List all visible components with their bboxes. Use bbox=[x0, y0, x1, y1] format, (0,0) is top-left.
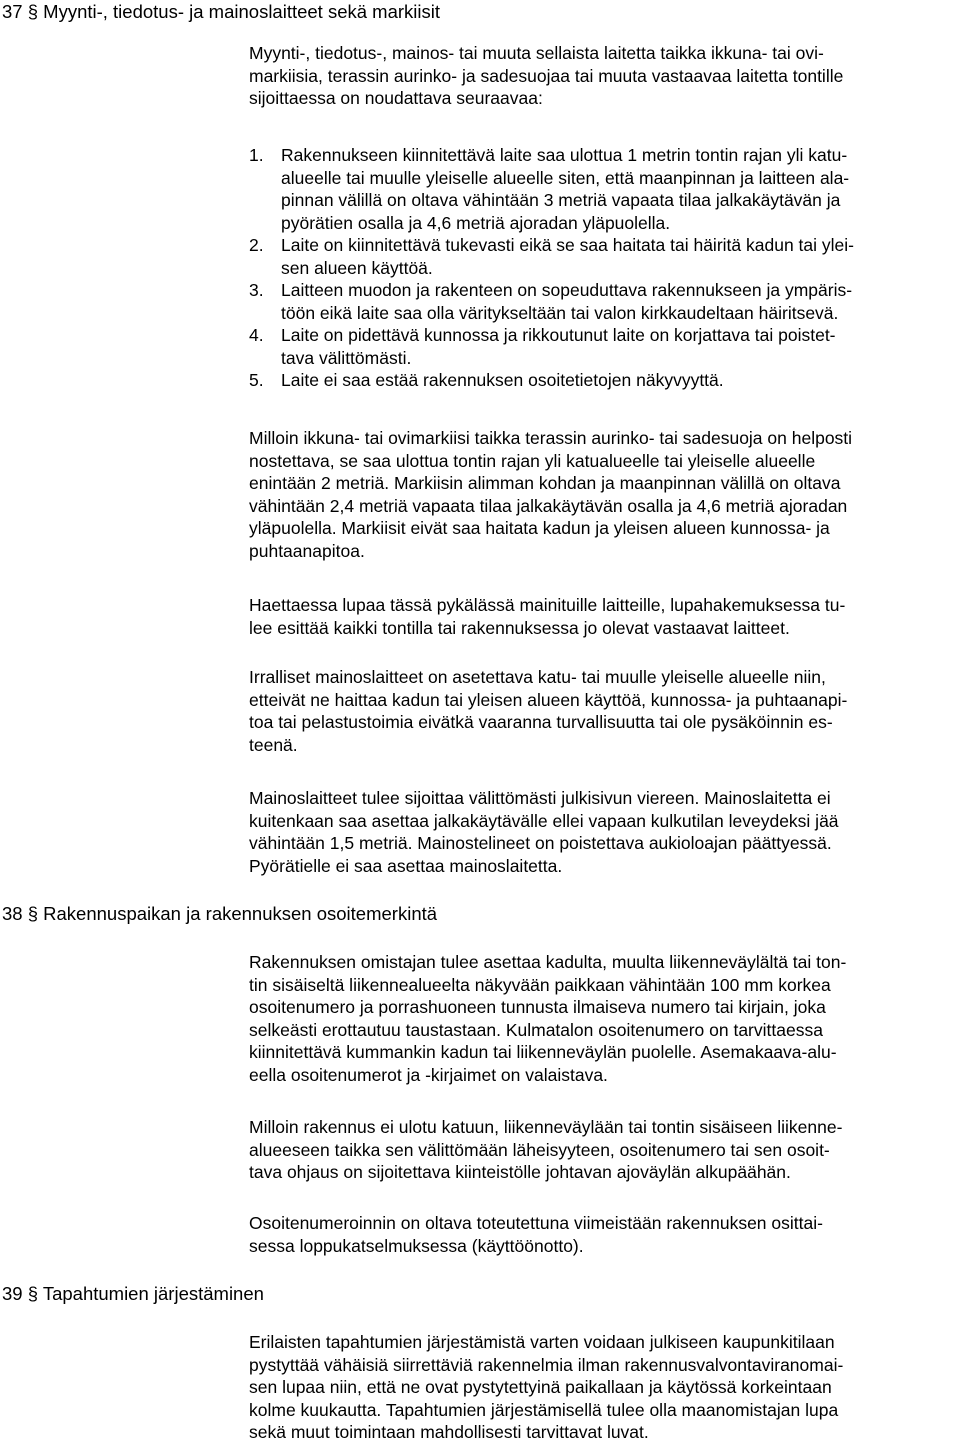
text-line: Rakennuksen omistajan tulee asettaa kadulta, muulta liikenneväylältä tai ton- bbox=[249, 952, 847, 972]
list-number: 2. bbox=[249, 235, 264, 255]
text-line: Laite ei saa estää rakennuksen osoitetietojen näkyvyyttä. bbox=[281, 370, 724, 390]
section-title: Rakennuspaikan ja rakennuksen osoitemerkintä bbox=[43, 903, 438, 924]
text-line: kiinnitettävä kummankin kadun tai liikenneväylän puolelle. Asemakaava-alu- bbox=[249, 1042, 837, 1062]
section-number: 38 bbox=[2, 903, 23, 924]
text-line: vähintään 2,4 metriä vapaata tilaa jalkakäytävän osalla ja 4,6 metriä ajoradan bbox=[249, 495, 848, 516]
section-symbol: § bbox=[27, 1, 39, 22]
list-number: 3. bbox=[249, 280, 264, 300]
list-item bbox=[249, 144, 959, 234]
s38-paragraph-2 bbox=[249, 1116, 959, 1184]
text-line: Myynti-, tiedotus-, mainos- tai muuta sellaista laitetta taikka ikkuna- tai ovi- bbox=[249, 43, 824, 63]
text-line: alueeseen taikka sen välittömään läheisyyteen, osoitenumero tai sen osoit- bbox=[249, 1139, 830, 1160]
text-line: Irralliset mainoslaitteet on asetettava katu- tai muulle yleiselle alueelle niin, bbox=[249, 667, 826, 687]
section-title: Tapahtumien järjestäminen bbox=[42, 1283, 264, 1304]
section-37-heading bbox=[2, 1, 440, 23]
text-line: Laite on pidettävä kunnossa ja rikkoutunut laite on korjattava tai poistet- bbox=[281, 325, 836, 345]
text-line: selkeästi erottautuu taustastaan. Kulmatalon osoitenumero on tarvittaessa bbox=[249, 1019, 823, 1040]
text-line: tin sisäiseltä liikennealueelta näkyvään paikkaan vähintään 100 mm korkea bbox=[249, 974, 831, 995]
list-number: 5. bbox=[249, 370, 264, 390]
section-38-heading bbox=[2, 903, 437, 925]
text-line: Haettaessa lupaa tässä pykälässä mainituille laitteille, lupahakemuksessa tu- bbox=[249, 595, 846, 615]
text-line: Pyörätielle ei saa asettaa mainoslaitetta. bbox=[249, 855, 563, 876]
text-line: Laitteen muodon ja rakenteen on sopeuduttava rakennukseen ja ympäris- bbox=[281, 280, 853, 300]
text-line: enintään 2 metriä. Markiisin alimman kohdan ja maanpinnan välillä on oltava bbox=[249, 473, 841, 493]
text-line: sen alueen käyttöä. bbox=[281, 257, 433, 278]
text-line: toa tai pelastustoimia eivätkä vaaranna turvallisuutta tai ole pysäköinnin es- bbox=[249, 712, 833, 732]
text-line: eella osoitenumerot ja -kirjaimet on valaistava. bbox=[249, 1064, 608, 1085]
section-39-heading bbox=[2, 1283, 264, 1305]
text-line: töön eikä laite saa olla väritykseltään tai valon kirkkaudeltaan häiritsevä. bbox=[281, 302, 839, 323]
text-line: etteivät ne haittaa kadun tai yleisen alueen käyttöä, kunnossa- ja puhtaanapi- bbox=[249, 689, 848, 710]
text-line: teenä. bbox=[249, 734, 298, 755]
text-line: pinnan välillä on oltava vähintään 3 metriä vapaata tilaa jalkakäytävän ja bbox=[281, 190, 841, 210]
text-line: tava välittömästi. bbox=[281, 347, 412, 368]
text-line: pystyttää vähäisiä siirrettäviä rakennelmia ilman rakennusvalvontaviranomai- bbox=[249, 1354, 844, 1375]
text-line: kuitenkaan saa asettaa jalkakäytävälle ellei vapaan kulkutilan leveydeksi jää bbox=[249, 810, 839, 831]
section-number: 39 bbox=[2, 1283, 23, 1304]
text-line: Milloin ikkuna- tai ovimarkiisi taikka terassin aurinko- tai sadesuoja on helposti bbox=[249, 428, 853, 448]
text-line: nostettava, se saa ulottua tontin rajan yli katualueelle tai yleiselle alueelle bbox=[249, 450, 816, 471]
text-line: Milloin rakennus ei ulotu katuun, liikenneväylään tai tontin sisäiseen liikenne- bbox=[249, 1117, 843, 1137]
s39-paragraph-1 bbox=[249, 1331, 959, 1444]
text-line: puhtaanapitoa. bbox=[249, 540, 365, 561]
s37-mainoslaitteet-paragraph bbox=[249, 787, 959, 877]
text-line: sessa loppukatselmuksessa (käyttöönotto). bbox=[249, 1235, 584, 1256]
text-line: tava ohjaus on sijoitettava kiinteistölle johtavan ajoväylän alkupäähän. bbox=[249, 1162, 791, 1182]
text-line: vähintään 1,5 metriä. Mainostelineet on poistettava aukioloajan päättyessä. bbox=[249, 833, 832, 853]
list-item bbox=[249, 279, 959, 324]
text-line: alueelle tai muulle yleiselle alueelle siten, että maanpinnan ja laitteen ala- bbox=[281, 167, 850, 188]
list-number: 1. bbox=[249, 145, 264, 165]
s37-intro-paragraph bbox=[249, 42, 959, 110]
list-number: 4. bbox=[249, 325, 264, 345]
s37-haettaessa-paragraph bbox=[249, 594, 959, 639]
text-line: Mainoslaitteet tulee sijoittaa välittömästi julkisivun viereen. Mainoslaitetta ei bbox=[249, 788, 831, 808]
s37-irralliset-paragraph bbox=[249, 666, 959, 756]
text-line: Osoitenumeroinnin on oltava toteutettuna viimeistään rakennuksen osittai- bbox=[249, 1213, 823, 1233]
text-line: sen lupaa niin, että ne ovat pystytettyinä paikallaan ja käytössä korkeintaan bbox=[249, 1377, 832, 1397]
s37-markiisi-paragraph bbox=[249, 427, 959, 562]
s38-paragraph-1 bbox=[249, 951, 959, 1086]
section-symbol: § bbox=[27, 903, 39, 924]
text-line: markiisia, terassin aurinko- ja sadesuojaa tai muuta vastaavaa laitetta tontille bbox=[249, 65, 844, 86]
text-line: Erilaisten tapahtumien järjestämistä varten voidaan julkiseen kaupunkitilaan bbox=[249, 1332, 835, 1352]
text-line: kolme kuukautta. Tapahtumien järjestämisellä tulee olla maanomistajan lupa bbox=[249, 1399, 839, 1420]
section-symbol: § bbox=[27, 1283, 39, 1304]
text-line: yläpuolella. Markiisit eivät saa haitata kadun ja yleisen alueen kunnossa- ja bbox=[249, 518, 830, 538]
text-line: lee esittää kaikki tontilla tai rakennuksessa jo olevat vastaavat laitteet. bbox=[249, 617, 790, 638]
list-item bbox=[249, 324, 959, 369]
text-line: Rakennukseen kiinnitettävä laite saa ulottua 1 metrin tontin rajan yli katu- bbox=[281, 145, 848, 165]
text-line: pyörätien osalla ja 4,6 metriä ajoradan yläpuolella. bbox=[281, 212, 671, 233]
s38-paragraph-3 bbox=[249, 1212, 959, 1257]
section-number: 37 bbox=[2, 1, 23, 22]
section-title: Myynti-, tiedotus- ja mainoslaitteet sekä markiisit bbox=[43, 1, 441, 22]
text-line: sekä muut toimintaan mahdollisesti tarvittavat luvat. bbox=[249, 1422, 649, 1442]
s37-numbered-list bbox=[249, 144, 959, 392]
text-line: sijoittaessa on noudattava seuraavaa: bbox=[249, 88, 543, 108]
list-item bbox=[249, 369, 959, 392]
text-line: Laite on kiinnitettävä tukevasti eikä se saa haitata tai häiritä kadun tai ylei- bbox=[281, 235, 854, 255]
text-line: osoitenumero ja porrashuoneen tunnusta ilmaiseva numero tai kirjain, joka bbox=[249, 997, 826, 1017]
list-item bbox=[249, 234, 959, 279]
